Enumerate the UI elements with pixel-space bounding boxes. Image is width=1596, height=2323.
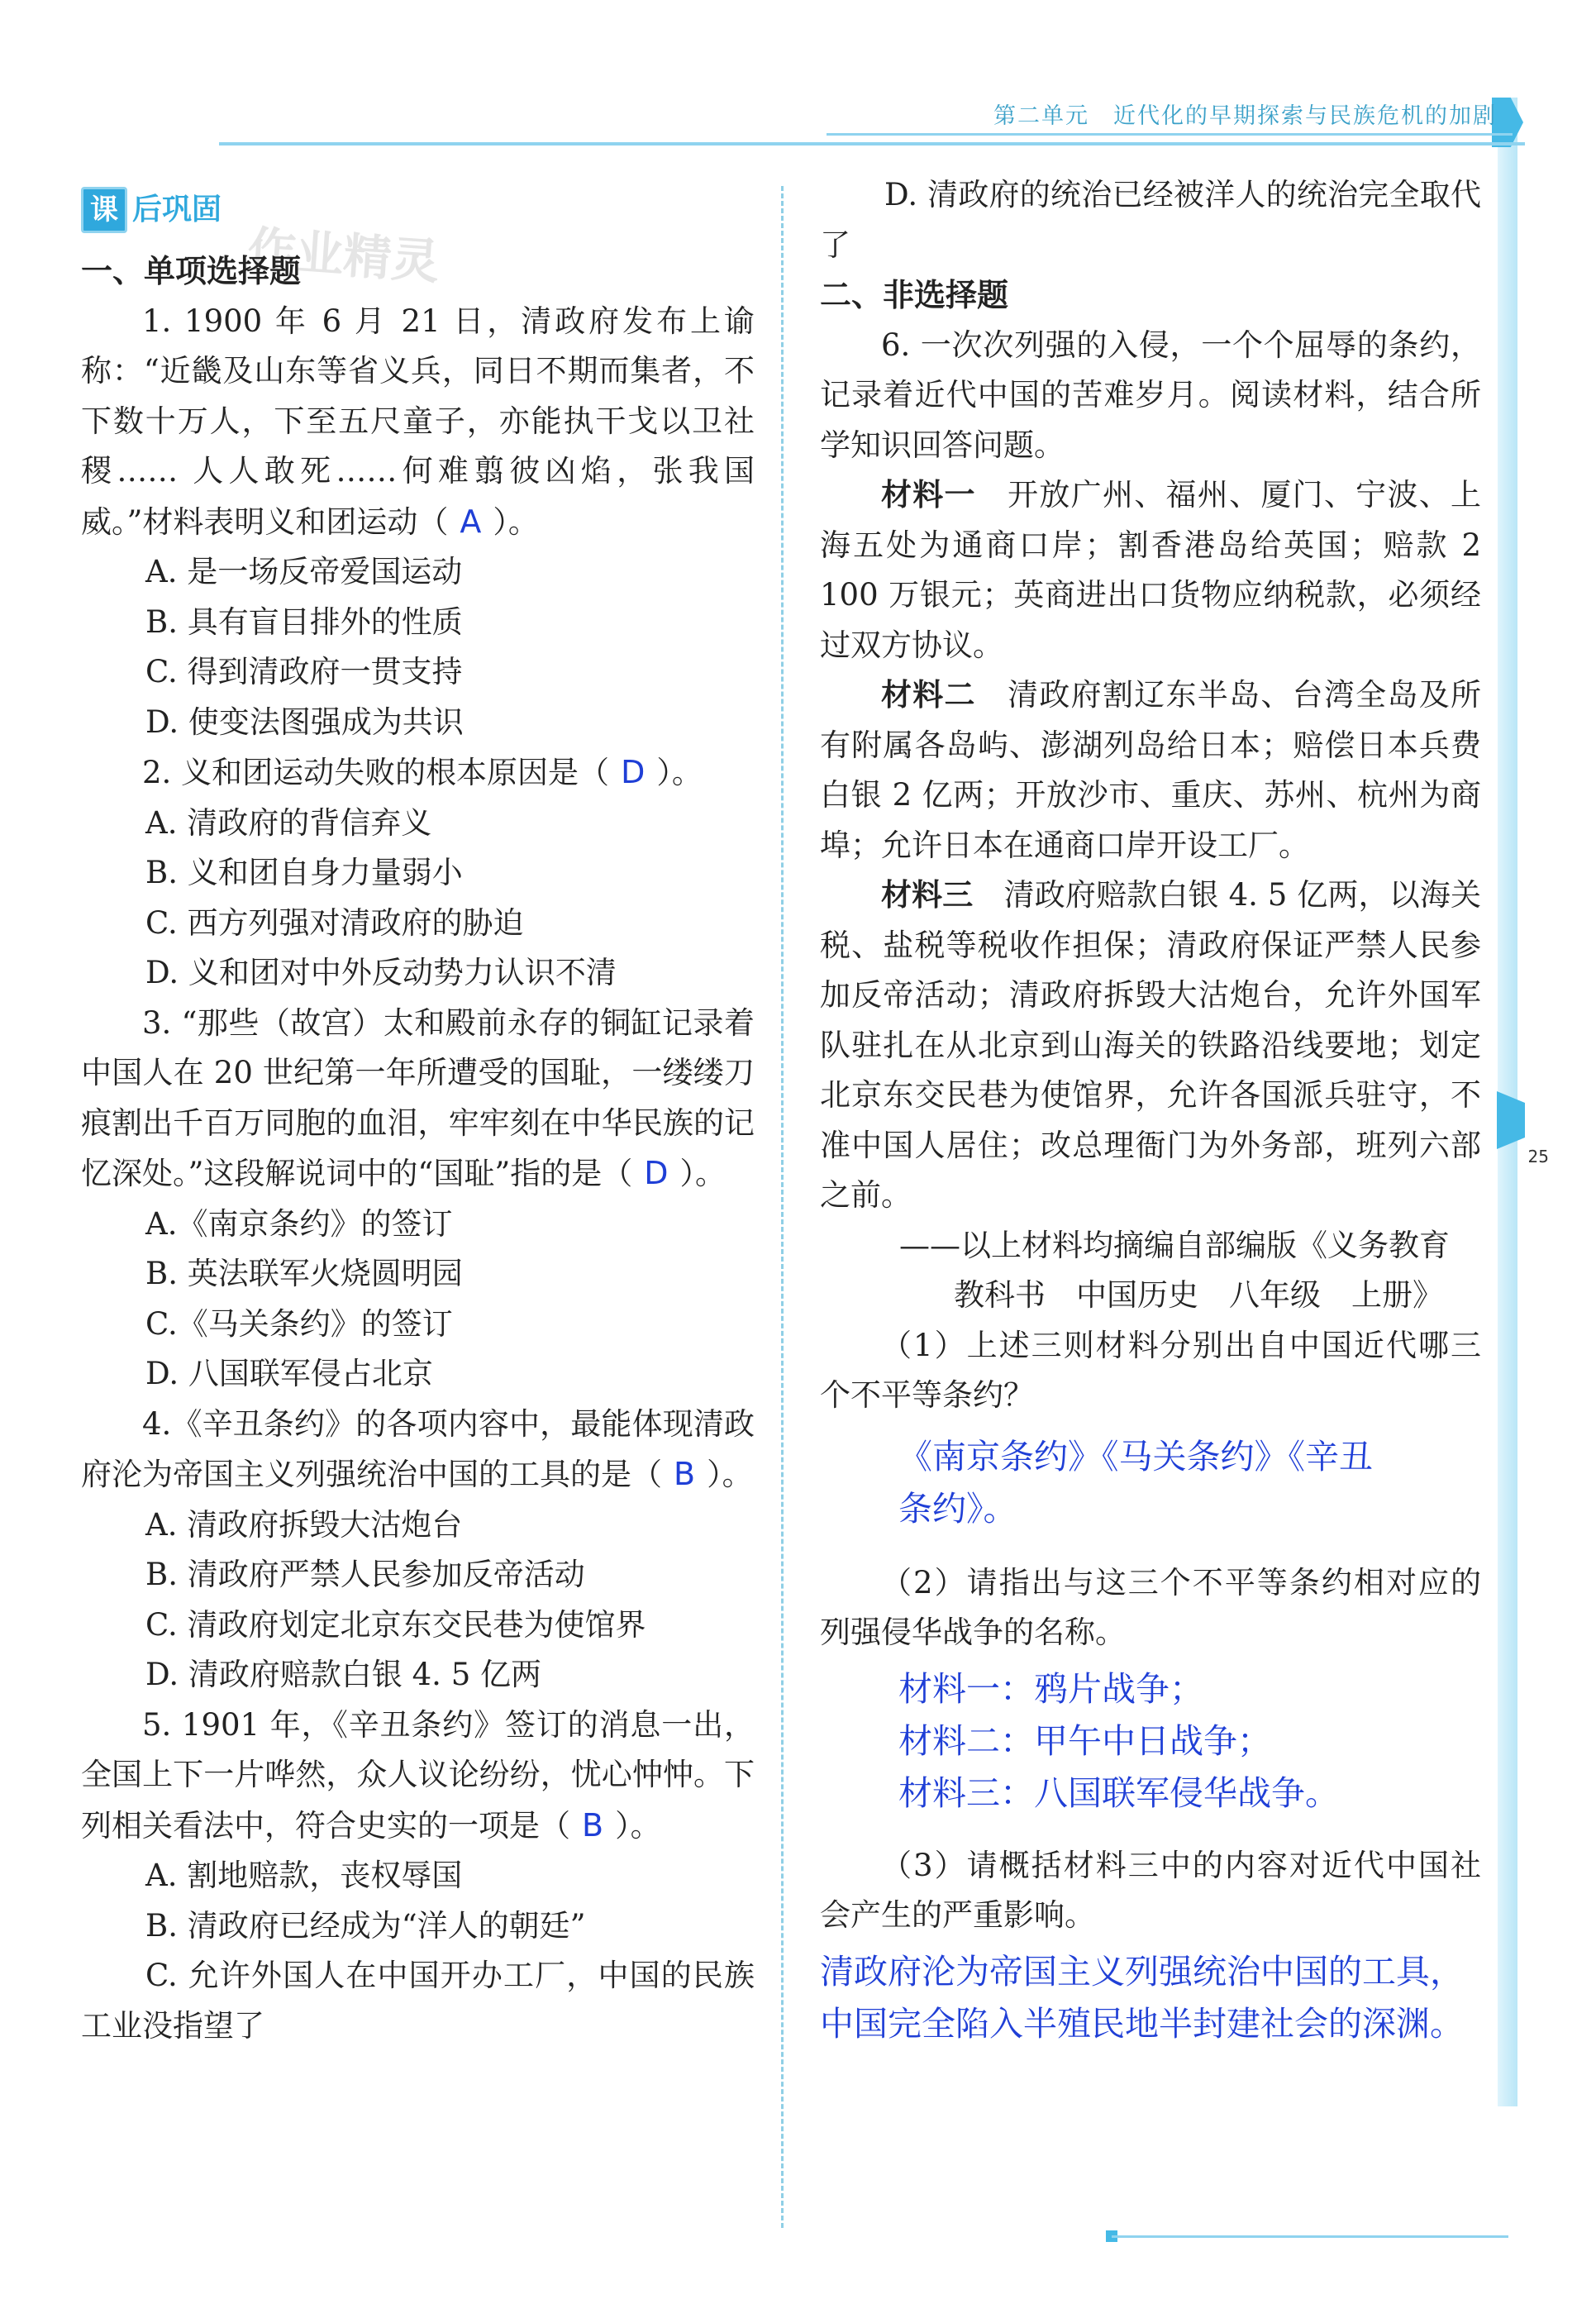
option: D. 八国联军侵占北京 — [145, 1356, 433, 1391]
material-label: 材料二 — [881, 677, 976, 713]
option: A.《南京条约》的签订 — [145, 1205, 453, 1242]
option: B. 具有盲目排外的性质 — [145, 603, 463, 640]
answer-mark: B — [674, 1456, 696, 1492]
question-stem: 3. “那些（故宫）太和殿前永存的铜缸记录着中国人在 20 世纪第一年所遭受的国耻，一缕缕刀痕割出千百万同胞的血泪，牢牢刻在中华民族的记忆深处。”这段解说词中的“国耻”指的是（ D ）。 — [81, 1004, 755, 1191]
source-note-line1: ——以上材料均摘编自部编版《义务教育 — [899, 1227, 1450, 1263]
question-1 — [81, 297, 755, 748]
sub-answer-3 — [820, 1946, 1481, 2050]
answer-line: 中国完全陷入半殖民地半封建社会的深渊。 — [820, 2003, 1464, 2044]
answer-mark: D — [621, 754, 646, 790]
material-2: 材料二 清政府割辽东半岛、台湾全岛及所有附属各岛屿、澎湖列岛给日本；赔偿日本兵费白银 2 亿两；开放沙市、重庆、苏州、杭州为商埠；允许日本在通商口岸开设工厂。 — [820, 677, 1482, 863]
option: A. 割地赔款，丧权辱国 — [145, 1858, 463, 1893]
answer-line: 条约》。 — [898, 1488, 1017, 1529]
answer-line: 清政府沦为帝国主义列强统治中国的工具， — [820, 1951, 1464, 1991]
option: B. 义和团自身力量弱小 — [145, 855, 463, 890]
answer-mark: A — [460, 503, 482, 540]
page-number: 25 — [1527, 1147, 1549, 1166]
option: D. 清政府的统治已经被洋人的统治完全取代了 — [820, 177, 1481, 263]
sub-question-2: （2）请指出与这三个不平等条约相对应的列强侵华战争的名称。 — [820, 1564, 1481, 1650]
answer-line: 《南京条约》《马关条约》《辛丑 — [898, 1436, 1373, 1476]
option: C.《马关条约》的签订 — [145, 1305, 453, 1342]
option: D. 清政府赔款白银 4. 5 亿两 — [145, 1657, 541, 1692]
material-label: 材料一 — [881, 477, 976, 513]
question-stem: 1. 1900 年 6 月 21 日，清政府发布上谕称：“近畿及山东等省义兵，同日不期而集者，不下数十万人，下至五尺童子，亦能执干戈以卫社稷…… 人人敢死……何难翦彼凶焰，张我国威。”材料表明义和团运动（ A ）。 — [81, 303, 755, 540]
option: B. 清政府已经成为“洋人的朝廷” — [145, 1907, 586, 1944]
option: C. 西方列强对清政府的胁迫 — [145, 904, 524, 941]
material-3: 材料三 清政府赔款白银 4. 5 亿两，以海关税、盐税等税收作担保；清政府保证严禁人民参加反帝活动；清政府拆毁大沽炮台，允许外国军队驻扎在从北京到山海关的铁路沿线要地；划定北京东交民巷为使馆界，允许各国派兵驻守，不准中国人居住；改总理衙门为外务部，班列六部之前。 — [820, 877, 1481, 1213]
part1-heading: 一、单项选择题 — [81, 253, 302, 289]
header-rule — [219, 142, 1525, 145]
header-rule-top — [827, 133, 1513, 136]
question-6-intro: 6. 一次次列强的入侵，一个个屈辱的条约，记录着近代中国的苦难岁月。阅读材料，结合所学知识回答问题。 — [820, 327, 1481, 463]
section-badge-text: 后巩固 — [132, 192, 222, 227]
sub-question-3: （3）请概括材料三中的内容对近代中国社会产生的严重影响。 — [820, 1847, 1481, 1933]
right-column — [820, 170, 1481, 2050]
option: D. 义和团对中外反动势力认识不清 — [145, 955, 617, 990]
question-2 — [81, 747, 755, 999]
question-stem: 5. 1901 年，《辛丑条约》签订的消息一出，全国上下一片哗然，众人议论纷纷，忧心忡忡。下列相关看法中，符合史实的一项是（ B ）。 — [81, 1706, 755, 1844]
part2-heading: 二、非选择题 — [820, 277, 1009, 313]
answer-mark: B — [582, 1806, 604, 1844]
question-stem: 4.《辛丑条约》的各项内容中，最能体现清政府沦为帝国主义列强统治中国的工具的是（ B ）。 — [81, 1405, 755, 1492]
answer-line: 材料二：甲午中日战争； — [898, 1720, 1271, 1761]
answer-line: 材料三：八国联军侵华战争。 — [898, 1772, 1339, 1813]
option: A. 清政府拆毁大沽炮台 — [145, 1506, 463, 1543]
question-4 — [81, 1400, 755, 1701]
option: C. 得到清政府一贯支持 — [145, 654, 463, 689]
option: C. 允许外国人在中国开办工厂，中国的民族工业没指望了 — [81, 1958, 755, 2044]
question-stem: 2. 义和团运动失败的根本原因是（ D ）。 — [142, 754, 703, 790]
question-5 — [81, 1701, 755, 2052]
sub-answer-1 — [820, 1431, 1481, 1535]
running-header: 第二单元 近代化的早期探索与民族危机的加剧 — [993, 103, 1497, 129]
option: A. 是一场反帝爱国运动 — [145, 554, 463, 589]
footer-rule — [1112, 2235, 1508, 2238]
left-column — [81, 184, 755, 2051]
sub-answer-2 — [820, 1663, 1481, 1820]
answer-line: 材料一：鸦片战争； — [898, 1668, 1203, 1709]
source-note-line2: 教科书 中国历史 八年级 上册》 — [954, 1277, 1443, 1313]
material-1: 材料一 开放广州、福州、厦门、宁波、上海五处为通商口岸；割香港岛给英国；赔款 2 100 万银元；英商进出口货物应纳税款，必须经过双方协议。 — [820, 477, 1482, 663]
answer-mark: D — [644, 1155, 669, 1191]
option: C. 清政府划定北京东交民巷为使馆界 — [145, 1606, 646, 1643]
material-label: 材料三 — [881, 877, 974, 913]
sub-question-1: （1）上述三则材料分别出自中国近代哪三个不平等条约？ — [820, 1327, 1481, 1413]
option: A. 清政府的背信弃义 — [145, 804, 432, 841]
lesson-icon: 课 — [81, 187, 127, 233]
watermark: 作业精灵 — [245, 220, 441, 290]
section-badge — [81, 184, 755, 236]
option: B. 英法联军火烧圆明园 — [145, 1256, 463, 1291]
option: D. 使变法图强成为共识 — [145, 704, 464, 740]
option: B. 清政府严禁人民参加反帝活动 — [145, 1557, 585, 1592]
page-number-marker — [1497, 1091, 1525, 1149]
question-3 — [81, 999, 755, 1400]
column-divider — [781, 186, 784, 2228]
